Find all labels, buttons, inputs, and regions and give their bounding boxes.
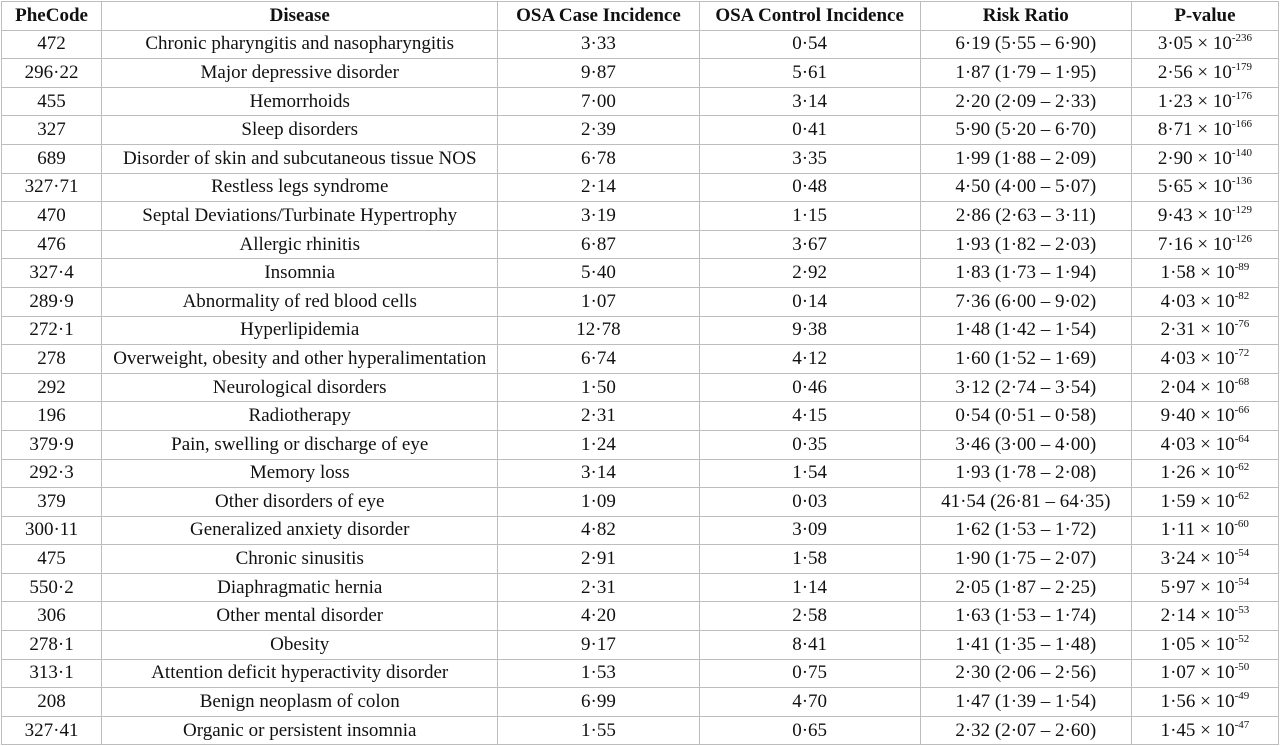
p-value-exponent: -62	[1234, 489, 1250, 502]
case-incidence-cell: 2·39	[498, 116, 699, 145]
p-value-cell	[1131, 144, 1278, 173]
case-incidence-cell: 2·31	[498, 573, 699, 602]
risk-ratio-cell: 1·83 (1·73 – 1·94)	[920, 259, 1131, 288]
case-incidence-cell: 1·50	[498, 373, 699, 402]
table-row	[2, 688, 1279, 717]
table-row	[2, 173, 1279, 202]
case-incidence-cell: 1·24	[498, 430, 699, 459]
p-value-cell	[1131, 316, 1278, 345]
p-value-mantissa: 1·05 × 10	[1160, 633, 1235, 655]
table-row	[2, 459, 1279, 488]
risk-ratio-cell: 1·41 (1·35 – 1·48)	[920, 631, 1131, 660]
case-incidence-cell: 1·55	[498, 716, 699, 745]
control-incidence-cell: 2·92	[699, 259, 920, 288]
case-incidence-cell: 3·33	[498, 30, 699, 59]
table-header	[2, 2, 1279, 31]
table-row	[2, 631, 1279, 660]
table-row	[2, 488, 1279, 517]
p-value-cell	[1131, 716, 1278, 745]
risk-ratio-cell: 1·87 (1·79 – 1·95)	[920, 59, 1131, 88]
case-incidence-cell: 2·91	[498, 545, 699, 574]
disease-cell: Diaphragmatic hernia	[102, 573, 498, 602]
p-value-cell	[1131, 345, 1278, 374]
phecode-cell: 327·4	[2, 259, 102, 288]
table-row	[2, 373, 1279, 402]
control-incidence-cell: 9·38	[699, 316, 920, 345]
p-value-exponent: -60	[1234, 518, 1249, 531]
p-value-cell	[1131, 116, 1278, 145]
disease-cell: Chronic pharyngitis and nasopharyngitis	[102, 30, 498, 59]
p-value-cell	[1131, 230, 1278, 259]
table-body	[2, 30, 1279, 745]
phecode-cell: 208	[2, 688, 102, 717]
control-incidence-cell: 0·14	[699, 287, 920, 316]
p-value-exponent: -68	[1234, 375, 1250, 388]
phecode-cell: 327	[2, 116, 102, 145]
p-value-mantissa: 4·03 × 10	[1160, 290, 1235, 312]
disease-cell: Sleep disorders	[102, 116, 498, 145]
p-value-exponent: -140	[1231, 146, 1253, 159]
phecode-cell: 472	[2, 30, 102, 59]
risk-ratio-cell: 2·30 (2·06 – 2·56)	[920, 659, 1131, 688]
control-incidence-cell: 1·14	[699, 573, 920, 602]
risk-ratio-cell: 0·54 (0·51 – 0·58)	[920, 402, 1131, 431]
risk-ratio-cell: 1·47 (1·39 – 1·54)	[920, 688, 1131, 717]
risk-ratio-cell: 3·12 (2·74 – 3·54)	[920, 373, 1131, 402]
phecode-cell: 476	[2, 230, 102, 259]
disease-cell: Attention deficit hyperactivity disorder	[102, 659, 498, 688]
p-value-exponent: -53	[1234, 604, 1250, 617]
table-row	[2, 716, 1279, 745]
risk-ratio-cell: 1·63 (1·53 – 1·74)	[920, 602, 1131, 631]
disease-cell: Generalized anxiety disorder	[102, 516, 498, 545]
control-incidence-cell: 3·09	[699, 516, 920, 545]
risk-ratio-cell: 1·60 (1·52 – 1·69)	[920, 345, 1131, 374]
p-value-cell	[1131, 87, 1278, 116]
p-value-exponent: -64	[1234, 432, 1250, 445]
p-value-exponent: -236	[1231, 32, 1253, 45]
control-incidence-cell: 4·12	[699, 345, 920, 374]
p-value-cell	[1131, 30, 1278, 59]
table-row	[2, 516, 1279, 545]
p-value-mantissa: 1·45 × 10	[1160, 719, 1235, 741]
control-incidence-cell: 4·70	[699, 688, 920, 717]
disease-cell: Allergic rhinitis	[102, 230, 498, 259]
disease-cell: Chronic sinusitis	[102, 545, 498, 574]
p-value-mantissa: 2·14 × 10	[1160, 605, 1235, 627]
table-row	[2, 230, 1279, 259]
risk-ratio-cell: 6·19 (5·55 – 6·90)	[920, 30, 1131, 59]
p-value-cell	[1131, 173, 1278, 202]
p-value-exponent: -54	[1234, 547, 1250, 560]
case-incidence-cell: 3·14	[498, 459, 699, 488]
disease-cell: Other disorders of eye	[102, 488, 498, 517]
p-value-mantissa: 2·04 × 10	[1160, 376, 1235, 398]
p-value-mantissa: 1·07 × 10	[1160, 662, 1235, 684]
control-incidence-cell: 0·41	[699, 116, 920, 145]
disease-cell: Neurological disorders	[102, 373, 498, 402]
table-row	[2, 402, 1279, 431]
phecode-cell: 455	[2, 87, 102, 116]
disease-cell: Radiotherapy	[102, 402, 498, 431]
phecode-cell: 296·22	[2, 59, 102, 88]
control-incidence-cell: 0·48	[699, 173, 920, 202]
header-case-incidence: OSA Case Incidence	[498, 2, 699, 31]
table-row	[2, 30, 1279, 59]
control-incidence-cell: 3·35	[699, 144, 920, 173]
p-value-exponent: -72	[1234, 346, 1250, 359]
case-incidence-cell: 9·87	[498, 59, 699, 88]
case-incidence-cell: 3·19	[498, 202, 699, 231]
disease-cell: Hyperlipidemia	[102, 316, 498, 345]
disease-cell: Major depressive disorder	[102, 59, 498, 88]
p-value-mantissa: 7·16 × 10	[1157, 233, 1232, 255]
control-incidence-cell: 3·67	[699, 230, 920, 259]
p-value-exponent: -89	[1234, 261, 1250, 274]
case-incidence-cell: 1·53	[498, 659, 699, 688]
p-value-mantissa: 9·40 × 10	[1160, 405, 1235, 427]
table-row	[2, 59, 1279, 88]
case-incidence-cell: 7·00	[498, 87, 699, 116]
phecode-cell: 327·41	[2, 716, 102, 745]
case-incidence-cell: 2·14	[498, 173, 699, 202]
header-p-value: P-value	[1131, 2, 1278, 31]
table-row	[2, 545, 1279, 574]
p-value-mantissa: 2·31 × 10	[1160, 319, 1235, 341]
p-value-mantissa: 1·59 × 10	[1160, 490, 1235, 512]
risk-ratio-cell: 2·86 (2·63 – 3·11)	[920, 202, 1131, 231]
risk-ratio-cell: 2·20 (2·09 – 2·33)	[920, 87, 1131, 116]
table-row	[2, 116, 1279, 145]
table-row	[2, 659, 1279, 688]
risk-ratio-cell: 1·90 (1·75 – 2·07)	[920, 545, 1131, 574]
p-value-exponent: -179	[1231, 60, 1253, 73]
case-incidence-cell: 6·74	[498, 345, 699, 374]
p-value-exponent: -136	[1231, 175, 1253, 188]
control-incidence-cell: 0·54	[699, 30, 920, 59]
case-incidence-cell: 6·78	[498, 144, 699, 173]
p-value-cell	[1131, 488, 1278, 517]
disease-cell: Abnormality of red blood cells	[102, 287, 498, 316]
p-value-cell	[1131, 602, 1278, 631]
table-row	[2, 144, 1279, 173]
p-value-exponent: -54	[1234, 575, 1250, 588]
phecode-cell: 306	[2, 602, 102, 631]
case-incidence-cell: 6·99	[498, 688, 699, 717]
p-value-cell	[1131, 402, 1278, 431]
p-value-mantissa: 1·11 × 10	[1160, 519, 1235, 541]
phecode-cell: 289·9	[2, 287, 102, 316]
header-row	[2, 2, 1279, 31]
p-value-cell	[1131, 459, 1278, 488]
phecode-cell: 196	[2, 402, 102, 431]
table-row	[2, 345, 1279, 374]
disease-cell: Organic or persistent insomnia	[102, 716, 498, 745]
phecode-cell: 278·1	[2, 631, 102, 660]
control-incidence-cell: 0·46	[699, 373, 920, 402]
p-value-mantissa: 1·56 × 10	[1160, 691, 1235, 713]
p-value-exponent: -47	[1234, 718, 1250, 731]
risk-ratio-cell: 1·93 (1·82 – 2·03)	[920, 230, 1131, 259]
case-incidence-cell: 6·87	[498, 230, 699, 259]
p-value-cell	[1131, 373, 1278, 402]
p-value-exponent: -82	[1234, 289, 1250, 302]
phecode-cell: 470	[2, 202, 102, 231]
case-incidence-cell: 5·40	[498, 259, 699, 288]
p-value-mantissa: 2·56 × 10	[1157, 61, 1232, 83]
p-value-mantissa: 1·26 × 10	[1160, 462, 1235, 484]
case-incidence-cell: 9·17	[498, 631, 699, 660]
p-value-exponent: -62	[1234, 461, 1250, 474]
disease-cell: Memory loss	[102, 459, 498, 488]
case-incidence-cell: 4·82	[498, 516, 699, 545]
disease-cell: Insomnia	[102, 259, 498, 288]
header-disease: Disease	[102, 2, 498, 31]
phecode-cell: 550·2	[2, 573, 102, 602]
case-incidence-cell: 1·09	[498, 488, 699, 517]
table-row	[2, 602, 1279, 631]
phecode-cell: 272·1	[2, 316, 102, 345]
p-value-mantissa: 5·65 × 10	[1157, 176, 1232, 198]
p-value-cell	[1131, 516, 1278, 545]
control-incidence-cell: 0·65	[699, 716, 920, 745]
p-value-exponent: -126	[1231, 232, 1253, 245]
risk-ratio-cell: 1·48 (1·42 – 1·54)	[920, 316, 1131, 345]
p-value-mantissa: 8·71 × 10	[1157, 119, 1232, 141]
risk-ratio-cell: 1·99 (1·88 – 2·09)	[920, 144, 1131, 173]
p-value-exponent: -50	[1234, 661, 1250, 674]
p-value-cell	[1131, 59, 1278, 88]
disease-cell: Restless legs syndrome	[102, 173, 498, 202]
disease-cell: Benign neoplasm of colon	[102, 688, 498, 717]
p-value-cell	[1131, 287, 1278, 316]
p-value-cell	[1131, 631, 1278, 660]
disease-cell: Septal Deviations/Turbinate Hypertrophy	[102, 202, 498, 231]
table-row	[2, 202, 1279, 231]
phecode-cell: 278	[2, 345, 102, 374]
phecode-cell: 379·9	[2, 430, 102, 459]
p-value-exponent: -176	[1231, 89, 1253, 102]
header-risk-ratio: Risk Ratio	[920, 2, 1131, 31]
risk-ratio-cell: 2·05 (1·87 – 2·25)	[920, 573, 1131, 602]
risk-ratio-cell: 7·36 (6·00 – 9·02)	[920, 287, 1131, 316]
risk-ratio-cell: 5·90 (5·20 – 6·70)	[920, 116, 1131, 145]
disease-cell: Obesity	[102, 631, 498, 660]
disease-cell: Overweight, obesity and other hyperalimentation	[102, 345, 498, 374]
p-value-exponent: -52	[1234, 632, 1250, 645]
p-value-exponent: -129	[1231, 203, 1253, 216]
p-value-cell	[1131, 202, 1278, 231]
control-incidence-cell: 4·15	[699, 402, 920, 431]
control-incidence-cell: 0·03	[699, 488, 920, 517]
risk-ratio-cell: 4·50 (4·00 – 5·07)	[920, 173, 1131, 202]
phecode-cell: 292·3	[2, 459, 102, 488]
risk-ratio-cell: 3·46 (3·00 – 4·00)	[920, 430, 1131, 459]
p-value-mantissa: 1·23 × 10	[1157, 90, 1232, 112]
control-incidence-cell: 0·75	[699, 659, 920, 688]
p-value-cell	[1131, 688, 1278, 717]
p-value-mantissa: 9·43 × 10	[1157, 204, 1232, 226]
table-row	[2, 573, 1279, 602]
control-incidence-cell: 1·54	[699, 459, 920, 488]
phecode-cell: 475	[2, 545, 102, 574]
phecode-cell: 327·71	[2, 173, 102, 202]
disease-cell: Pain, swelling or discharge of eye	[102, 430, 498, 459]
table-row	[2, 287, 1279, 316]
p-value-exponent: -49	[1234, 690, 1250, 703]
risk-ratio-cell: 1·93 (1·78 – 2·08)	[920, 459, 1131, 488]
table-row	[2, 316, 1279, 345]
control-incidence-cell: 1·15	[699, 202, 920, 231]
control-incidence-cell: 3·14	[699, 87, 920, 116]
p-value-cell	[1131, 259, 1278, 288]
phecode-cell: 300·11	[2, 516, 102, 545]
case-incidence-cell: 12·78	[498, 316, 699, 345]
p-value-exponent: -66	[1234, 404, 1250, 417]
p-value-mantissa: 4·03 × 10	[1160, 433, 1235, 455]
control-incidence-cell: 0·35	[699, 430, 920, 459]
risk-ratio-cell: 41·54 (26·81 – 64·35)	[920, 488, 1131, 517]
p-value-mantissa: 2·90 × 10	[1157, 147, 1232, 169]
phecode-cell: 313·1	[2, 659, 102, 688]
case-incidence-cell: 4·20	[498, 602, 699, 631]
phecode-cell: 379	[2, 488, 102, 517]
control-incidence-cell: 5·61	[699, 59, 920, 88]
p-value-mantissa: 3·05 × 10	[1157, 33, 1232, 55]
table-row	[2, 430, 1279, 459]
p-value-exponent: -76	[1234, 318, 1250, 331]
control-incidence-cell: 8·41	[699, 631, 920, 660]
disease-cell: Disorder of skin and subcutaneous tissue NOS	[102, 144, 498, 173]
case-incidence-cell: 1·07	[498, 287, 699, 316]
p-value-mantissa: 5·97 × 10	[1160, 576, 1235, 598]
case-incidence-cell: 2·31	[498, 402, 699, 431]
table-row	[2, 259, 1279, 288]
risk-ratio-cell: 1·62 (1·53 – 1·72)	[920, 516, 1131, 545]
p-value-cell	[1131, 430, 1278, 459]
p-value-exponent: -166	[1231, 118, 1253, 131]
results-table	[1, 1, 1279, 745]
table-row	[2, 87, 1279, 116]
p-value-cell	[1131, 659, 1278, 688]
disease-cell: Hemorrhoids	[102, 87, 498, 116]
phecode-cell: 689	[2, 144, 102, 173]
p-value-mantissa: 3·24 × 10	[1160, 548, 1235, 570]
phecode-cell: 292	[2, 373, 102, 402]
risk-ratio-cell: 2·32 (2·07 – 2·60)	[920, 716, 1131, 745]
disease-cell: Other mental disorder	[102, 602, 498, 631]
p-value-mantissa: 1·58 × 10	[1160, 262, 1235, 284]
p-value-cell	[1131, 573, 1278, 602]
header-phecode: PheCode	[2, 2, 102, 31]
control-incidence-cell: 1·58	[699, 545, 920, 574]
p-value-cell	[1131, 545, 1278, 574]
p-value-mantissa: 4·03 × 10	[1160, 347, 1235, 369]
control-incidence-cell: 2·58	[699, 602, 920, 631]
header-control-incidence: OSA Control Incidence	[699, 2, 920, 31]
